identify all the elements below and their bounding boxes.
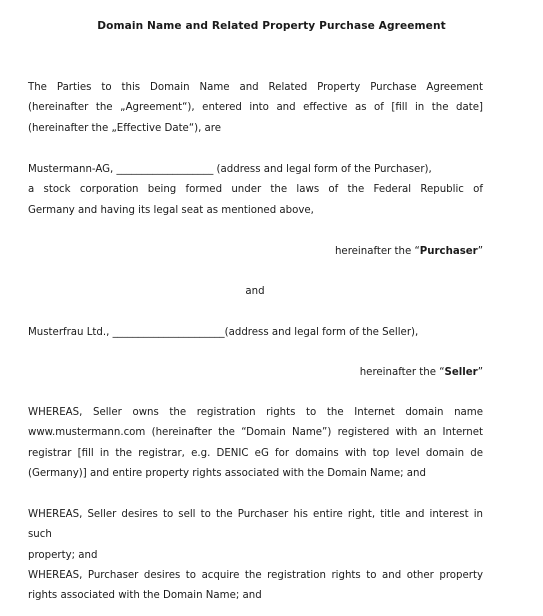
- and-separator: and: [245, 286, 265, 297]
- seller-paragraph: [28, 323, 483, 343]
- purchaser-paragraph: [28, 160, 483, 221]
- intro-line: (hereinafter the „Effective Date“), are: [28, 122, 222, 134]
- whereas-line: www.mustermann.com (hereinafter the “Domain Name”) registered with an Internet: [28, 427, 483, 439]
- whereas-line: registrar [fill in the registrar, e.g. DENIC eG for domains with top level domain de: [28, 447, 483, 459]
- purchaser-line: a stock corporation being formed under the laws of the Federal Republic of: [28, 184, 483, 196]
- purchaser-line: Mustermann-AG, ___________________ (address and legal form of the Purchaser),: [28, 164, 432, 175]
- designation-suffix: ”: [477, 246, 483, 257]
- whereas-paragraph-1: [28, 403, 483, 484]
- whereas-paragraph-3: [28, 566, 483, 607]
- whereas-line: property; and: [28, 549, 98, 561]
- whereas-line: rights associated with the Domain Name; and: [28, 590, 262, 602]
- whereas-line: WHEREAS, Seller owns the registration rights to the Internet domain name: [28, 407, 483, 418]
- designation-term: Seller: [444, 367, 478, 378]
- purchaser-line: Germany and having its legal seat as mentioned above,: [28, 204, 314, 216]
- seller-line: Musterfrau Ltd., ______________________(address and legal form of the Seller),: [28, 327, 419, 338]
- designation-prefix: hereinafter the “: [334, 246, 420, 257]
- intro-line: The Parties to this Domain Name and Related Property Purchase Agreement: [28, 82, 483, 93]
- designation-term: Purchaser: [419, 246, 478, 257]
- whereas-paragraph-2: [28, 505, 483, 566]
- whereas-line: WHEREAS, Purchaser desires to acquire the registration rights to and other property: [28, 570, 483, 581]
- document-title: Domain Name and Related Property Purchase Agreement: [97, 20, 446, 32]
- whereas-line: (Germany)] and entire property rights associated with the Domain Name; and: [28, 467, 426, 479]
- designation-suffix: ”: [477, 367, 483, 378]
- seller-designation: [360, 363, 483, 383]
- whereas-line: WHEREAS, Seller desires to sell to the Purchaser his entire right, title and interest in such: [28, 509, 483, 541]
- intro-line: (hereinafter the „Agreement“), entered into and effective as of [fill in the date]: [28, 102, 483, 114]
- intro-paragraph: [28, 78, 483, 139]
- designation-prefix: hereinafter the “: [359, 367, 445, 378]
- purchaser-designation: [335, 242, 483, 262]
